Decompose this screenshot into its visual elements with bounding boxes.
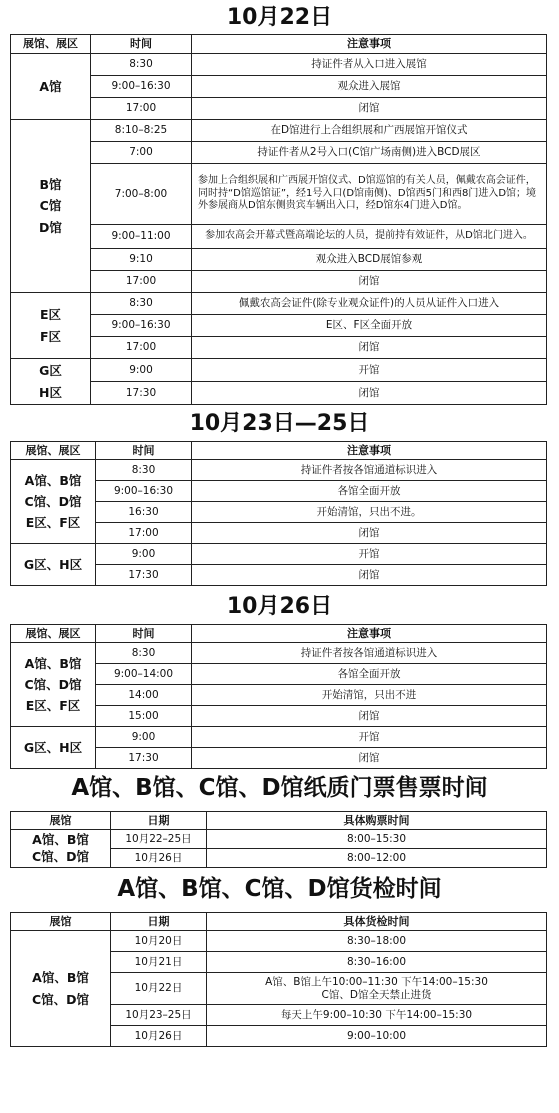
schedule-table-oct23-25 — [10, 441, 547, 586]
time-cell: 9:00–16:30 — [96, 481, 192, 502]
note-cell: 闭馆 — [192, 271, 547, 293]
note-cell: 开馆 — [192, 359, 547, 382]
time-cell: 9:00–10:00 — [207, 1026, 547, 1047]
venue-cell: A馆 — [11, 53, 91, 119]
header-inspection-time: 具体货检时间 — [207, 913, 547, 931]
note-cell: 开馆 — [192, 727, 547, 748]
note-cell: 闭馆 — [192, 565, 547, 586]
note-cell: 观众进入展馆 — [192, 75, 547, 97]
header-notes: 注意事项 — [192, 442, 547, 460]
header-purchase-time: 具体购票时间 — [207, 812, 547, 830]
schedule-table-oct22 — [10, 34, 547, 405]
time-cell: 17:00 — [91, 97, 192, 119]
venue-cell: A馆、B馆 C馆、D馆 E区、F区 — [11, 643, 96, 727]
header-venue: 展馆、展区 — [11, 442, 96, 460]
time-cell: 9:00 — [91, 359, 192, 382]
section-title-cargo-inspection: A馆、B馆、C馆、D馆货检时间 — [117, 876, 442, 902]
note-cell: 开始清馆，只出不进 — [192, 685, 547, 706]
header-date: 日期 — [111, 812, 207, 830]
header-time: 时间 — [96, 625, 192, 643]
venue-cell: B馆 C馆 D馆 — [11, 119, 91, 292]
time-cell: 8:30 — [96, 643, 192, 664]
time-cell: 8:10–8:25 — [91, 119, 192, 141]
time-cell: 8:00–15:30 — [207, 830, 547, 849]
note-cell: 闭馆 — [192, 97, 547, 119]
note-cell: 观众进入BCD展馆参观 — [192, 249, 547, 271]
time-cell: 9:00–16:30 — [91, 315, 192, 337]
header-venue: 展馆、展区 — [11, 35, 91, 54]
time-cell: 9:00–11:00 — [91, 224, 192, 248]
venue-cell: A馆、B馆 C馆、D馆 — [11, 931, 111, 1047]
time-cell: 每天上午9:00–10:30 下午14:00–15:30 — [207, 1005, 547, 1026]
note-cell: 闭馆 — [192, 706, 547, 727]
time-cell: A馆、B馆上午10:00–11:30 下午14:00–15:30 C馆、D馆全天禁止进货 — [207, 973, 547, 1005]
date-cell: 10月23–25日 — [111, 1005, 207, 1026]
header-venue: 展馆 — [11, 913, 111, 931]
cargo-inspection-table — [10, 912, 547, 1047]
time-cell: 15:00 — [96, 706, 192, 727]
note-cell: 在D馆进行上合组织展和广西展馆开馆仪式 — [192, 119, 547, 141]
time-cell: 8:30–16:00 — [207, 952, 547, 973]
time-cell: 8:30 — [96, 460, 192, 481]
time-cell: 16:30 — [96, 502, 192, 523]
section-title-oct26: 10月26日 — [226, 594, 333, 619]
note-cell: 持证件者从2号入口(C馆广场南侧)进入BCD展区 — [192, 142, 547, 164]
time-cell: 8:00–12:00 — [207, 849, 547, 868]
note-cell: 持证件者按各馆通道标识进入 — [192, 643, 547, 664]
note-cell: E区、F区全面开放 — [192, 315, 547, 337]
header-date: 日期 — [111, 913, 207, 931]
venue-cell: G区 H区 — [11, 359, 91, 405]
date-cell: 10月20日 — [111, 931, 207, 952]
date-cell: 10月21日 — [111, 952, 207, 973]
note-cell: 持证件者从入口进入展馆 — [192, 53, 547, 75]
note-cell: 参加农高会开幕式暨高端论坛的人员，提前持有效证件，从D馆北门进入。 — [192, 224, 547, 248]
time-cell: 7:00–8:00 — [91, 164, 192, 225]
note-cell: 开馆 — [192, 544, 547, 565]
time-cell: 17:00 — [91, 337, 192, 359]
venue-cell: G区、H区 — [11, 727, 96, 769]
time-cell: 17:00 — [91, 271, 192, 293]
date-cell: 10月26日 — [111, 1026, 207, 1047]
note-cell: 佩戴农高会证件(除专业观众证件)的人员从证件入口进入 — [192, 293, 547, 315]
note-cell: 开始清馆，只出不进。 — [192, 502, 547, 523]
time-cell: 17:30 — [96, 748, 192, 769]
time-cell: 9:00–14:00 — [96, 664, 192, 685]
header-notes: 注意事项 — [192, 625, 547, 643]
date-cell: 10月22–25日 — [111, 830, 207, 849]
note-cell: 持证件者按各馆通道标识进入 — [192, 460, 547, 481]
venue-cell: A馆、B馆 C馆、D馆 — [11, 830, 111, 868]
schedule-table-oct26 — [10, 624, 547, 769]
time-cell: 17:30 — [91, 382, 192, 405]
header-time: 时间 — [96, 442, 192, 460]
header-notes: 注意事项 — [192, 35, 547, 54]
header-venue: 展馆、展区 — [11, 625, 96, 643]
time-cell: 8:30–18:00 — [207, 931, 547, 952]
note-cell: 闭馆 — [192, 523, 547, 544]
note-cell: 参加上合组织展和广西展开馆仪式、D馆巡馆的有关人员，佩戴农高会证件，同时持“D馆巡馆证”，经1号入口(D馆南侧)、D馆西5门和西8门进入D馆；境外参展商从D馆东侧贵宾车辆出入口，经D馆东4门进入D馆。 — [192, 164, 547, 225]
time-cell: 9:10 — [91, 249, 192, 271]
section-title-oct23-25: 10月23日—25日 — [189, 411, 370, 436]
time-cell: 7:00 — [91, 142, 192, 164]
note-cell: 各馆全面开放 — [192, 664, 547, 685]
note-cell: 闭馆 — [192, 382, 547, 405]
venue-cell: E区 F区 — [11, 293, 91, 359]
section-title-ticket-sales: A馆、B馆、C馆、D馆纸质门票售票时间 — [71, 775, 488, 801]
time-cell: 17:00 — [96, 523, 192, 544]
venue-cell: A馆、B馆 C馆、D馆 E区、F区 — [11, 460, 96, 544]
time-cell: 9:00–16:30 — [91, 75, 192, 97]
time-cell: 8:30 — [91, 293, 192, 315]
note-cell: 闭馆 — [192, 337, 547, 359]
header-time: 时间 — [91, 35, 192, 54]
note-cell: 各馆全面开放 — [192, 481, 547, 502]
section-title-oct22: 10月22日 — [226, 5, 333, 30]
date-cell: 10月22日 — [111, 973, 207, 1005]
time-cell: 9:00 — [96, 544, 192, 565]
time-cell: 14:00 — [96, 685, 192, 706]
time-cell: 17:30 — [96, 565, 192, 586]
date-cell: 10月26日 — [111, 849, 207, 868]
header-venue: 展馆 — [11, 812, 111, 830]
venue-cell: G区、H区 — [11, 544, 96, 586]
time-cell: 8:30 — [91, 53, 192, 75]
time-cell: 9:00 — [96, 727, 192, 748]
note-cell: 闭馆 — [192, 748, 547, 769]
ticket-sales-table — [10, 811, 547, 868]
